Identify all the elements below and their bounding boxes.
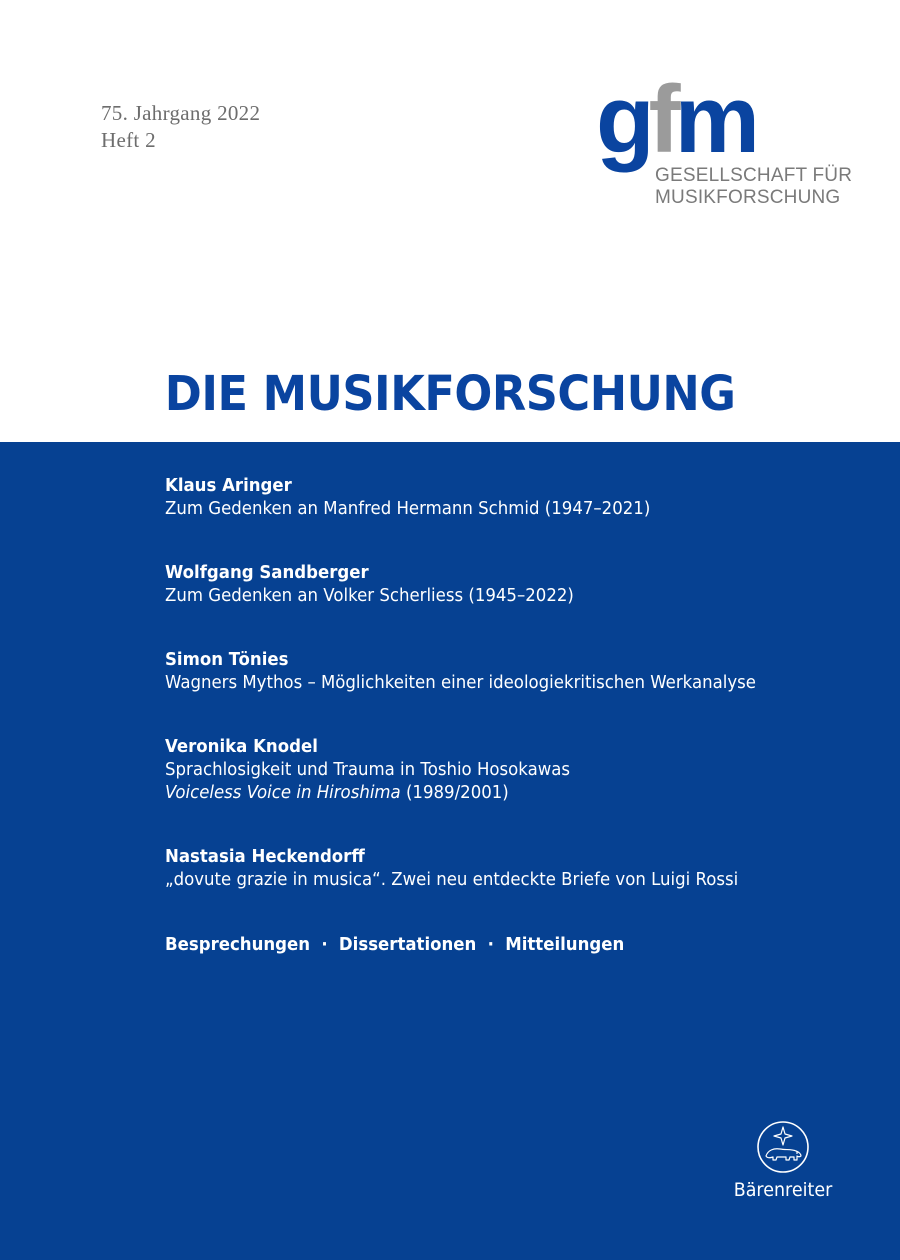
gfm-logo-mark <box>596 66 754 173</box>
publisher-name: Bärenreiter <box>733 1179 833 1201</box>
toc-title: Zum Gedenken an Volker Scherliess (1945–2022) <box>165 585 574 606</box>
toc-author: Wolfgang Sandberger <box>165 562 369 583</box>
toc-author: Nastasia Heckendorff <box>165 846 365 867</box>
toc-entry <box>165 474 692 520</box>
logo-letter-f: f <box>648 66 675 173</box>
section-dissertations: Dissertationen <box>338 934 477 955</box>
toc-title-continuation <box>165 781 570 804</box>
volume-year: 75. Jahrgang 2022 <box>101 101 261 125</box>
toc-author: Veronika Knodel <box>165 736 318 757</box>
logo-letter-g: g <box>596 66 649 173</box>
toc-entry <box>165 648 807 694</box>
logo-letter-m: m <box>674 66 754 173</box>
toc-title: Wagners Mythos – Möglichkeiten einer ideologiekritischen Werkanalyse <box>165 672 756 693</box>
gfm-logo <box>596 66 856 220</box>
toc-title: Sprachlosigkeit und Trauma in Toshio Hosokawas <box>165 759 571 780</box>
toc-author: Klaus Aringer <box>165 475 292 496</box>
society-name-line1: GESELLSCHAFT FÜR <box>655 165 853 186</box>
society-name <box>655 165 852 209</box>
section-reviews: Besprechungen <box>165 934 311 955</box>
toc-title-tail: (1989/2001) <box>400 782 509 803</box>
toc-title: Zum Gedenken an Manfred Hermann Schmid (1947–2021) <box>165 498 651 519</box>
section-list <box>165 933 624 956</box>
publisher-logo <box>727 1120 839 1210</box>
toc-author: Simon Tönies <box>165 649 289 670</box>
volume-info <box>101 100 260 154</box>
bear-star-emblem-icon <box>756 1120 810 1174</box>
toc-entry <box>165 735 605 804</box>
issue-number: Heft 2 <box>101 128 156 152</box>
section-announcements: Mitteilungen <box>505 934 625 955</box>
society-name-line2: MUSIKFORSCHUNG <box>655 187 841 208</box>
toc-entry <box>165 845 788 891</box>
journal-title: DIE MUSIKFORSCHUNG <box>164 366 736 422</box>
toc-entry <box>165 561 609 607</box>
toc-title-italic: Voiceless Voice in Hiroshima <box>165 782 401 803</box>
section-separator: · <box>487 934 494 955</box>
toc-title: „dovute grazie in musica“. Zwei neu entdeckte Briefe von Luigi Rossi <box>165 869 739 890</box>
section-separator: · <box>321 934 328 955</box>
